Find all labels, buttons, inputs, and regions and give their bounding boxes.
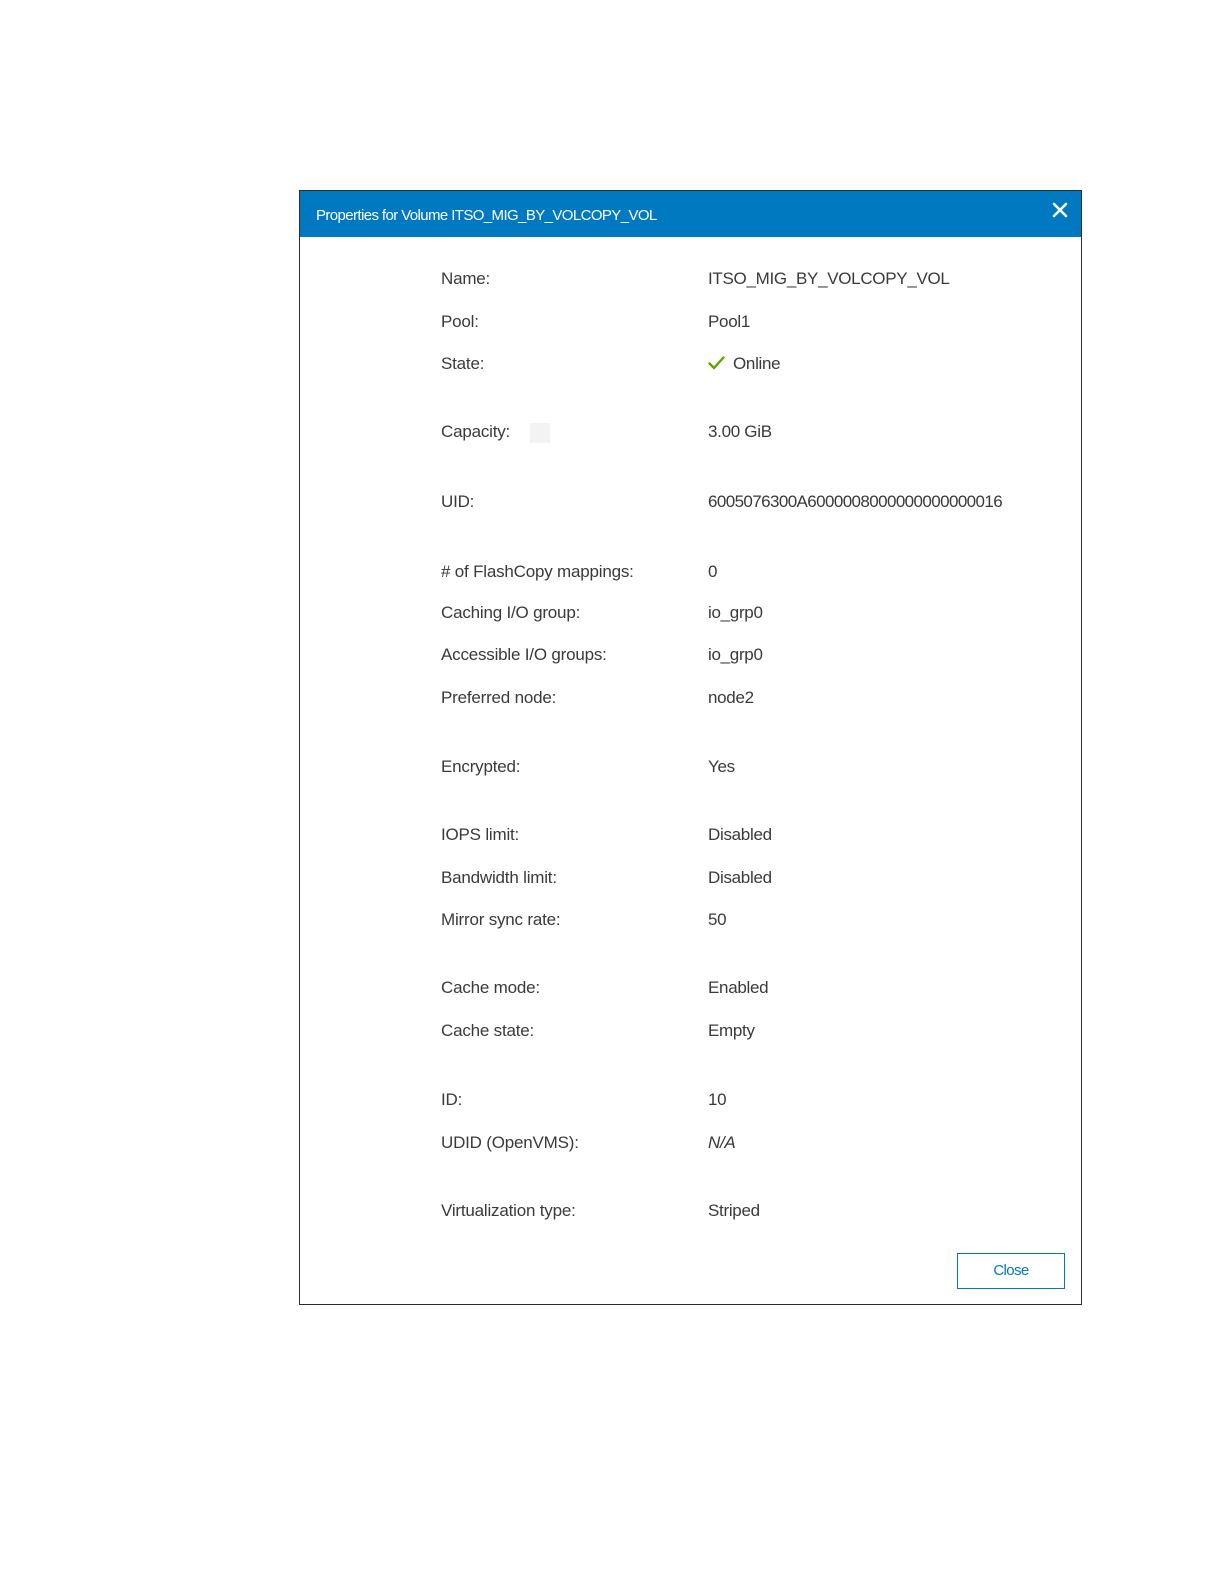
property-row-uid [300,492,1081,520]
dialog-title: Properties for Volume ITSO_MIG_BY_VOLCOPY_VOL [316,207,657,224]
property-label: Capacity: [441,422,511,441]
property-label: UDID (OpenVMS): [441,1133,579,1152]
property-label: IOPS limit: [441,825,520,844]
property-value: Yes [708,757,735,776]
property-label: Pool: [441,312,479,331]
property-label: ID: [441,1090,463,1109]
property-row-id [300,1090,1081,1118]
close-icon[interactable] [1050,200,1070,220]
property-row-name [300,269,1081,297]
property-label: State: [441,354,485,373]
property-value: Pool1 [708,312,750,331]
property-value: io_grp0 [708,603,763,622]
property-value: 50 [708,910,727,929]
property-row-iops-limit [300,825,1081,853]
property-row-flashcopy-mappings [300,562,1081,590]
property-row-pool [300,312,1081,340]
property-label: # of FlashCopy mappings: [441,562,634,581]
property-value: Disabled [708,868,772,887]
volume-properties-dialog [299,190,1082,1305]
property-row-caching-io-group [300,603,1081,631]
property-row-cache-state [300,1021,1081,1049]
property-label: Preferred node: [441,688,557,707]
property-label: Caching I/O group: [441,603,581,622]
state-value [708,354,780,374]
property-value: Disabled [708,825,772,844]
property-value: 3.00 GiB [708,422,772,441]
dialog-titlebar [300,191,1081,237]
property-row-preferred-node [300,688,1081,716]
property-value: io_grp0 [708,645,763,664]
property-row-capacity [300,422,1081,450]
property-label: Virtualization type: [441,1201,576,1220]
capacity-info-box [530,423,550,443]
property-label: Bandwidth limit: [441,868,557,887]
property-value: Striped [708,1201,760,1220]
property-row-mirror-sync-rate [300,910,1081,938]
property-row-encrypted [300,757,1081,785]
property-row-state [300,354,1081,382]
property-label: Encrypted: [441,757,521,776]
property-value: 6005076300A6000008000000000000016 [708,492,1003,511]
property-row-virtualization-type [300,1201,1081,1229]
property-row-udid [300,1133,1081,1161]
property-value: node2 [708,688,754,707]
close-button[interactable]: Close [957,1253,1065,1289]
property-value: Enabled [708,978,769,997]
property-label: Accessible I/O groups: [441,645,607,664]
state-text: Online [733,354,781,373]
property-row-bandwidth-limit [300,868,1081,896]
property-row-accessible-io-groups [300,645,1081,673]
property-value: ITSO_MIG_BY_VOLCOPY_VOL [708,269,950,288]
property-value: 10 [708,1090,727,1109]
property-label: Mirror sync rate: [441,910,561,929]
property-value: 0 [708,562,718,581]
property-value: Empty [708,1021,755,1040]
property-label: Name: [441,269,491,288]
property-label: Cache mode: [441,978,540,997]
property-row-cache-mode [300,978,1081,1006]
property-value: N/A [708,1133,736,1152]
property-label: UID: [441,492,475,511]
checkmark-icon [708,356,725,370]
property-label: Cache state: [441,1021,535,1040]
